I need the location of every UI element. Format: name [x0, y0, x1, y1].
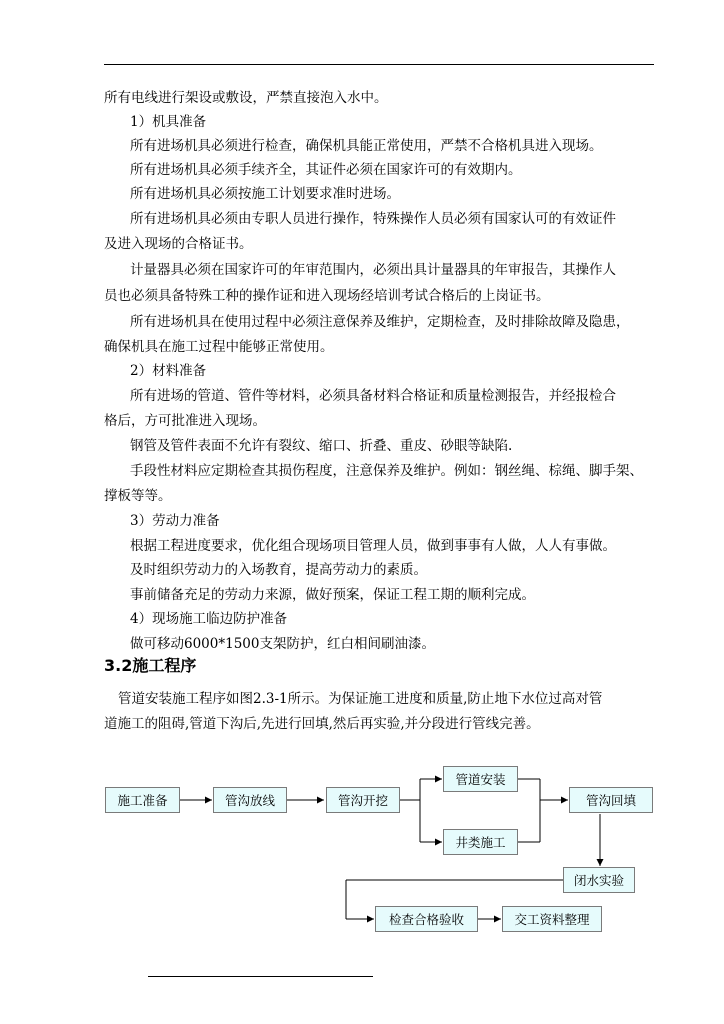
footnote-rule: [148, 976, 373, 977]
paragraph-line: 格后，方可批准进入现场。: [104, 413, 266, 429]
intro-line: 管道安装施工程序如图2.3-1所示。为保证施工进度和质量,防止地下水位过高对管: [118, 691, 603, 707]
paragraph-line: 根据工程进度要求，优化组合现场项目管理人员，做到事事有人做，人人有事做。: [130, 538, 616, 554]
section-heading: 3.2施工程序: [104, 656, 197, 675]
intro-line: 道施工的阻碍,管道下沟后,先进行回填,然后再实验,并分段进行管线完善。: [104, 716, 540, 732]
flow-step-inspection-acceptance: 检查合格验收: [375, 906, 478, 932]
paragraph-line: 计量器具必须在国家许可的年审范围内，必须出具计量器具的年审报告，其操作人: [130, 262, 616, 278]
paragraph-line: 确保机具在施工过程中能够正常使用。: [104, 339, 334, 355]
flow-step-pipe-installation: 管道安装: [443, 766, 518, 792]
paragraph-line: 及进入现场的合格证书。: [104, 236, 253, 252]
paragraph-line: 所有进场机具必须手续齐全，其证件必须在国家许可的有效期内。: [130, 162, 522, 178]
flow-step-trench-backfill: 管沟回填: [569, 787, 653, 813]
subheading-protection: 4）现场施工临边防护准备: [130, 611, 288, 627]
paragraph-line: 所有进场的管道、管件等材料，必须具备材料合格证和质量检测报告，并经报检合: [130, 388, 616, 404]
paragraph-line: 事前储备充足的劳动力来源，做好预案，保证工程工期的顺利完成。: [130, 587, 535, 603]
paragraph-line: 所有电线进行架设或敷设，严禁直接泡入水中。: [104, 90, 388, 106]
flow-step-handover-documents: 交工资料整理: [502, 906, 602, 932]
paragraph-line: 手段性材料应定期检查其损伤程度，注意保养及维护。例如：钢丝绳、棕绳、脚手架、: [130, 463, 643, 479]
paragraph-line: 所有进场机具必须按施工计划要求准时进场。: [130, 186, 400, 202]
subheading-labor: 3）劳动力准备: [130, 513, 220, 529]
flow-step-construction-prep: 施工准备: [105, 787, 180, 813]
paragraph-line: 所有进场机具必须由专职人员进行操作，特殊操作人员必须有国家认可的有效证件: [130, 211, 616, 227]
subheading-materials: 2）材料准备: [130, 363, 207, 379]
flow-step-well-construction: 井类施工: [443, 829, 518, 855]
flow-step-water-closure-test: 闭水实验: [563, 867, 635, 893]
flow-step-trench-layout: 管沟放线: [213, 787, 287, 813]
paragraph-line: 撑板等等。: [104, 488, 172, 504]
flow-step-trench-excavation: 管沟开挖: [326, 787, 400, 813]
paragraph-line: 员也必须具备特殊工种的操作证和进入现场经培训考试合格后的上岗证书。: [104, 288, 550, 304]
paragraph-line: 所有进场机具在使用过程中必须注意保养及维护，定期检查，及时排除故障及隐患，: [130, 314, 630, 330]
paragraph-line: 做可移动6000*1500支架防护，红白相间刷油漆。: [130, 636, 435, 652]
subheading-tools: 1）机具准备: [130, 114, 207, 130]
paragraph-line: 所有进场机具必须进行检查，确保机具能正常使用，严禁不合格机具进入现场。: [130, 138, 603, 154]
paragraph-line: 钢管及管件表面不允许有裂纹、缩口、折叠、重皮、砂眼等缺陷.: [130, 438, 513, 454]
paragraph-line: 及时组织劳动力的入场教育，提高劳动力的素质。: [130, 562, 427, 578]
